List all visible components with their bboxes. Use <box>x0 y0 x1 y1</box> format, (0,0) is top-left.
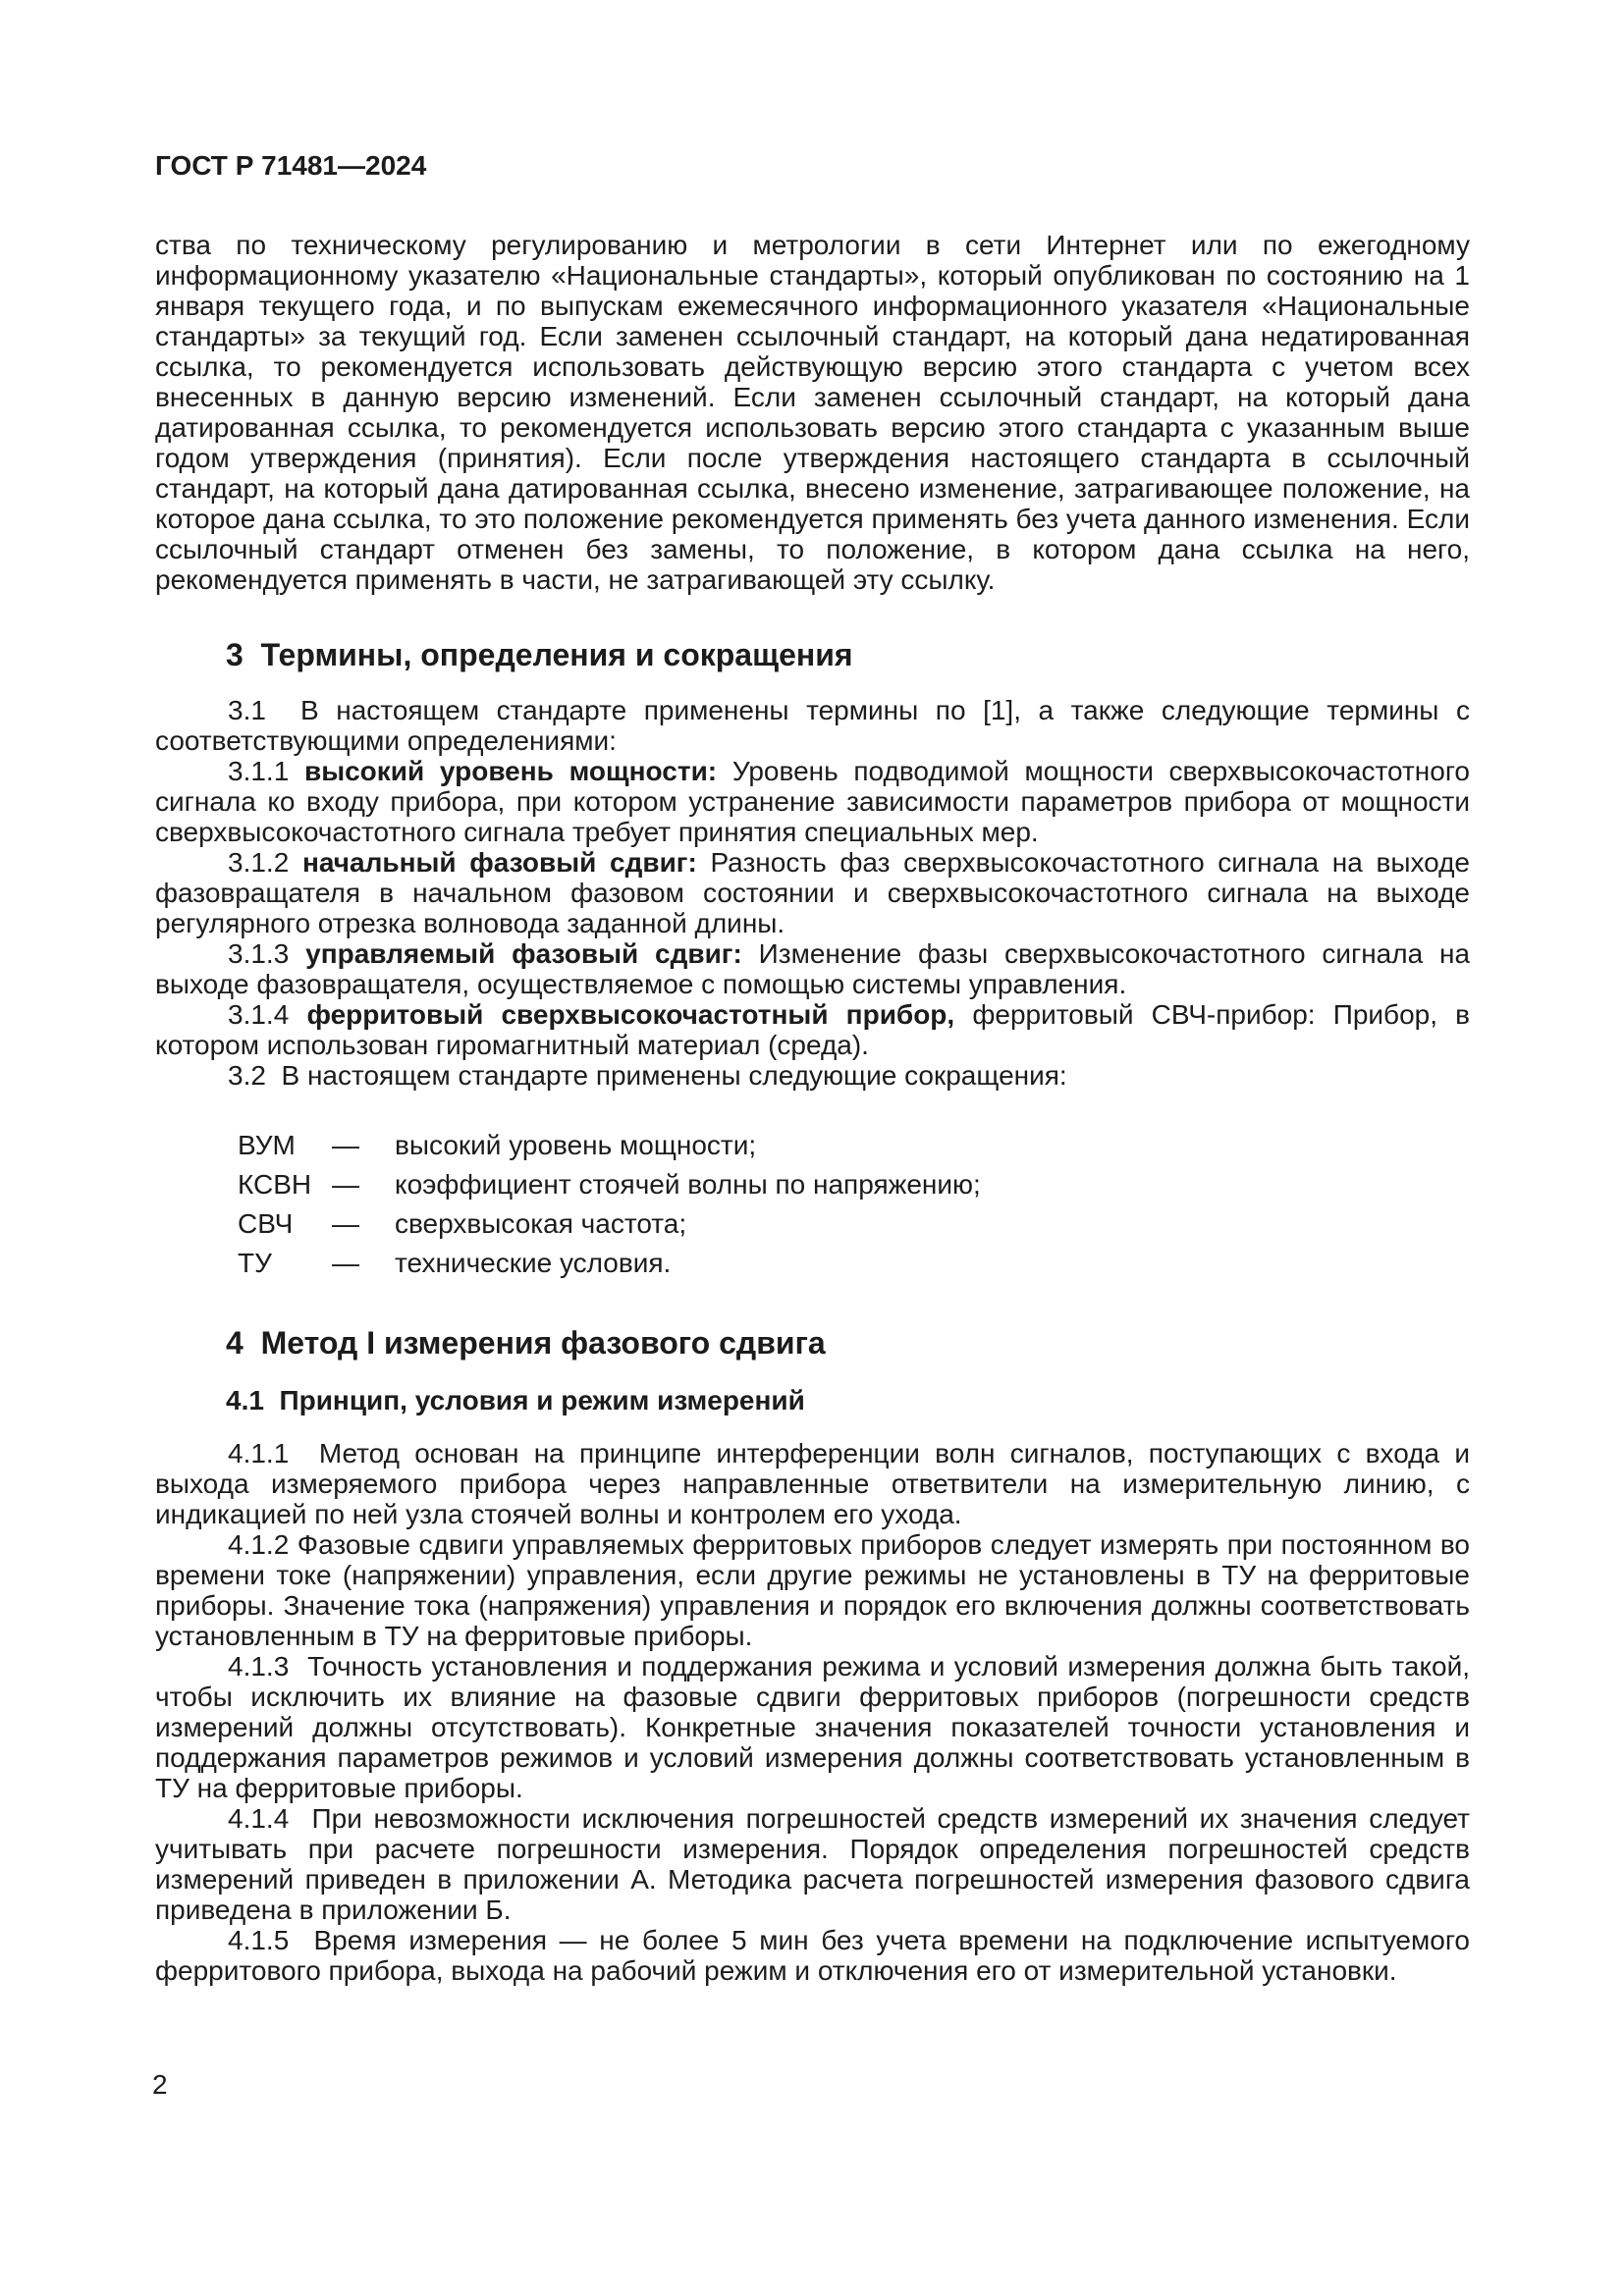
abbreviation-row <box>155 1126 1470 1165</box>
section-4-1-subtitle: 4.1 Принцип, условия и режим измерений <box>226 1385 805 1415</box>
abbreviation-term: СВЧ <box>238 1208 294 1239</box>
abbreviation-term: КСВН <box>238 1169 312 1200</box>
abbreviation-dash: — <box>332 1208 359 1239</box>
term-definition: Уровень подводимой мощности сверхвысокочастотного сигнала ко входу прибора, при котором устранение зависимости параметров прибора от мощности сверхвысокочастотного сигнала требует принятия специальных мер. <box>155 756 1471 847</box>
abbreviation-row <box>155 1244 1470 1283</box>
paragraph-4-1-3: 4.1.3 Точность установления и поддержания режима и условий измерения должна быть такой, чтобы исключить их влияние на фазовые сдвиги ферритовых приборов (погрешности средств измерений должны отсутствовать). Конкретные значения показателей точности установления и поддержания параметров режимов и условий измерения должны соответствовать установленным в ТУ на ферритовые приборы. <box>155 1651 1470 1803</box>
abbreviation-row <box>155 1165 1470 1204</box>
term-name: ферритовый сверхвысокочастотный прибор, <box>306 999 955 1030</box>
term-name: управляемый фазовый сдвиг: <box>305 938 742 969</box>
paragraph-4-1-2: 4.1.2 Фазовые сдвиги управляемых ферритовых приборов следует измерять при постоянном во времени токе (напряжении) управления, если другие режимы не установлены в ТУ на ферритовые приборы. Значение тока (напряжения) управления и порядок его включения должны соответствовать установленным в ТУ на ферритовые приборы. <box>155 1529 1470 1651</box>
abbreviation-term: ВУМ <box>238 1130 296 1160</box>
term-number: 3.1.1 <box>228 756 290 786</box>
abbreviation-definition: сверхвысокая частота; <box>395 1208 687 1239</box>
abbreviation-term: ТУ <box>238 1248 272 1278</box>
abbreviation-definition: высокий уровень мощности; <box>395 1130 757 1160</box>
doc-code: ГОСТ Р 71481—2024 <box>155 150 427 181</box>
term-definition: Изменение фазы сверхвысокочастотного сигнала на выходе фазовращателя, осуществляемое с помощью системы управления. <box>155 938 1471 999</box>
abbreviation-dash: — <box>332 1130 359 1160</box>
paragraph-3-1: 3.1 В настоящем стандарте применены термины по [1], а также следующие термины с соответствующими определениями: <box>155 695 1470 756</box>
paragraph-4-1-5: 4.1.5 Время измерения — не более 5 мин без учета времени на подключение испытуемого ферритового прибора, выхода на рабочий режим и отключения его от измерительной установки. <box>155 1925 1470 1986</box>
paragraph-3-2: 3.2 В настоящем стандарте применены следующие сокращения: <box>228 1060 1067 1091</box>
term-number: 3.1.2 <box>228 847 290 878</box>
term-name: высокий уровень мощности: <box>303 756 718 786</box>
term-paragraph <box>155 938 1470 999</box>
section-4-title: 4 Метод I измерения фазового сдвига <box>226 1325 826 1361</box>
term-definition: ферритовый СВЧ-прибор: Прибор, в котором использован гиромагнитный материал (среда). <box>155 999 1471 1060</box>
intro-paragraph: ства по техническому регулированию и метрологии в сети Интернет или по ежегодному информационному указателю «Национальные стандарты», который опубликован по состоянию на 1 января текущего года, и по выпускам ежемесячного информационного указателя «Национальные стандарты» за текущий год. Если заменен ссылочный стандарт, на который дана недатированная ссылка, то рекомендуется использовать действующую версию этого стандарта с учетом всех внесенных в данную версию изменений. Если заменен ссылочный стандарт, на который дана датированная ссылка, то рекомендуется использовать версию этого стандарта с указанным выше годом утверждения (принятия). Если после утверждения настоящего стандарта в ссылочный стандарт, на который дана датированная ссылка, внесено изменение, затрагивающее положение, на которое дана ссылка, то это положение рекомендуется применять без учета данного изменения. Если ссылочный стандарт отменен без замены, то положение, в котором дана ссылка на него, рекомендуется применять в части, не затрагивающей эту ссылку. <box>155 230 1470 595</box>
abbreviation-dash: — <box>332 1169 359 1200</box>
term-paragraph <box>155 847 1470 938</box>
term-paragraph <box>155 999 1470 1060</box>
abbreviation-list <box>155 1126 1470 1283</box>
page-number: 2 <box>152 2069 168 2100</box>
abbreviation-definition: технические условия. <box>395 1248 672 1278</box>
term-definition: Разность фаз сверхвысокочастотного сигнала на выходе фазовращателя в начальном фазовом состоянии и сверхвысокочастотного сигнала на выходе регулярного отрезка волновода заданной длины. <box>155 847 1471 938</box>
term-name: начальный фазовый сдвиг: <box>301 847 697 878</box>
abbreviation-dash: — <box>332 1248 359 1278</box>
abbreviation-row <box>155 1204 1470 1244</box>
term-number: 3.1.3 <box>228 938 290 969</box>
term-paragraph <box>155 756 1470 847</box>
section-3-title: 3 Термины, определения и сокращения <box>226 637 853 672</box>
term-number: 3.1.4 <box>228 999 290 1030</box>
paragraph-4-1-4: 4.1.4 При невозможности исключения погрешностей средств измерений их значения следует учитывать при расчете погрешности измерения. Порядок определения погрешностей средств измерений приведен в приложении А. Методика расчета погрешностей измерения фазового сдвига приведена в приложении Б. <box>155 1803 1470 1925</box>
abbreviation-definition: коэффициент стоячей волны по напряжению; <box>395 1169 981 1200</box>
paragraph-4-1-1: 4.1.1 Метод основан на принципе интерференции волн сигналов, поступающих с входа и выхода измеряемого прибора через направленные ответвители на измерительную линию, с индикацией по ней узла стоячей волны и контролем его ухода. <box>155 1438 1470 1529</box>
